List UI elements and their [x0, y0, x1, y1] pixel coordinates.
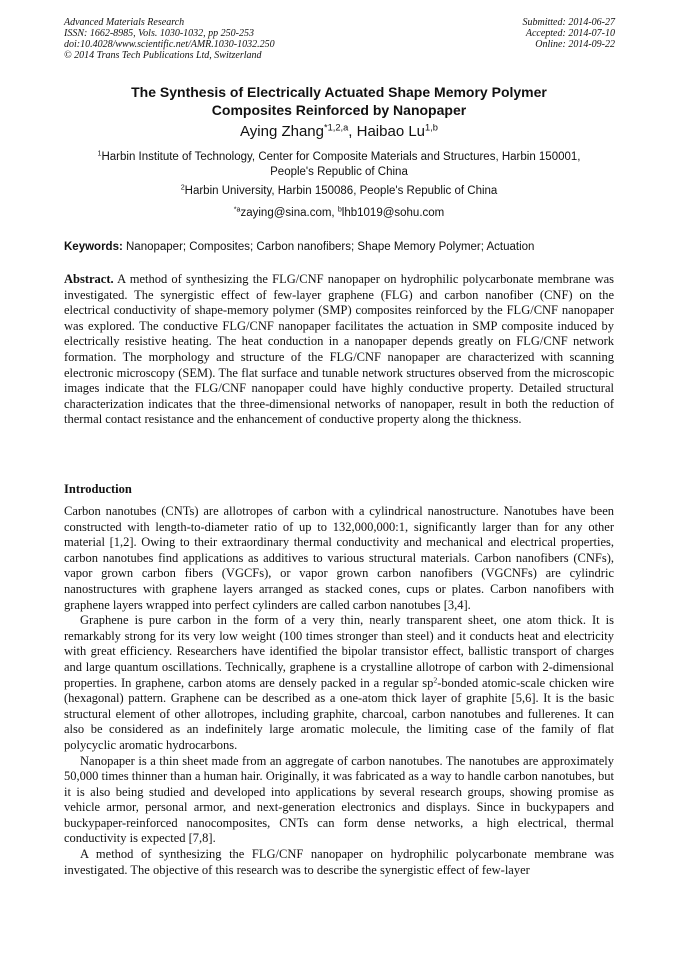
paragraph	[64, 613, 614, 753]
paragraph-text: -bonded atomic-scale chicken wire (hexagonal) pattern. Graphene can be described as a one-atom thick layer of graphite [5,6]. It is the basic structural element of other allotropes, including graphite, charcoal, carbon nanotubes and fullerenes. It can also be considered as an indefinitely large aromatic molecule, the limiting case of the family of flat polycyclic aromatic hydrocarbons.	[64, 675, 615, 752]
paper-title	[40, 83, 638, 119]
introduction-body	[64, 504, 614, 878]
section-heading-introduction: Introduction	[64, 482, 132, 496]
author-list	[40, 123, 638, 141]
abstract-label: Abstract.	[64, 272, 114, 286]
accepted-date: Accepted: 2014-07-10	[525, 28, 615, 39]
copyright-line: © 2014 Trans Tech Publications Ltd, Switzerland	[64, 50, 262, 61]
paragraph: Nanopaper is a thin sheet made from an aggregate of carbon nanotubes. The nanotubes are approximately 50,000 times thinner than a human hair. Originally, it was fabricated as a way to handle carbon nanotubes, but it is also being studied and developed into applications by several research groups, showing promise as vehicle armor, personal armor, and next-generation electronics and displays. Since in buckypapers and buckypaper-reinforced nanocomposites, CNTs can form dense networks, a high electrical, thermal conductivity is expected [7,8].	[64, 753, 614, 846]
affiliation-1	[40, 150, 638, 180]
email-superscript: b	[337, 205, 342, 214]
email-text: zaying@sina.com,	[240, 207, 338, 219]
email-text: lhb1019@sohu.com	[341, 207, 445, 219]
submitted-date: Submitted: 2014-06-27	[522, 17, 615, 28]
abstract	[64, 272, 614, 428]
title-line-1: The Synthesis of Electrically Actuated Shape Memory Polymer	[131, 84, 547, 100]
paragraph: Carbon nanotubes (CNTs) are allotropes of carbon with a cylindrical nanostructure. Nanotubes have been constructed with length-to-diameter ratio of up to 132,000,000:1, significantly larger than for any other material [1,2]. Owing to their extraordinary thermal conductivity and mechanical and electrical properties, carbon nanotubes find applications as additives to various structural materials. Carbon nanofibers (CNFs), vapor grown carbon fibers (VGCFs), or vapor grown carbon nanofibers (VGCNFs) are cylindric nanostructures with graphene layers arranged as stacked cones, cups or plates. Carbon nanofibers with graphene layers wrapped into perfect cylinders are called carbon nanotubes [3,4].	[64, 504, 614, 612]
affiliation-superscript: 1	[97, 149, 102, 158]
keywords-label: Keywords:	[64, 241, 123, 253]
journal-info	[64, 17, 275, 61]
doi-line: doi:10.4028/www.scientific.net/AMR.1030-1032.250	[64, 39, 275, 50]
email-superscript: *a	[233, 205, 241, 214]
author-superscript: *1,2,a	[323, 122, 349, 133]
affiliation-superscript: 2	[180, 183, 185, 192]
paragraph: A method of synthesizing the FLG/CNF nanopaper on hydrophilic polycarbonate membrane was investigated. The objective of this research was to describe the synergistic effect of few-layer	[64, 847, 614, 877]
keywords	[64, 240, 614, 255]
affiliation-text: Harbin Institute of Technology, Center for Composite Materials and Structures, Harbin 150001,	[101, 151, 581, 163]
publication-dates	[523, 17, 616, 50]
author-superscript: 1,b	[425, 122, 438, 133]
affiliation-text: Harbin University, Harbin 150086, People's Republic of China	[184, 185, 498, 197]
keywords-text: Nanopaper; Composites; Carbon nanofibers; Shape Memory Polymer; Actuation	[122, 241, 535, 253]
journal-name: Advanced Materials Research	[64, 17, 185, 28]
title-line-2: Composites Reinforced by Nanopaper	[211, 102, 467, 118]
abstract-text: A method of synthesizing the FLG/CNF nanopaper on hydrophilic polycarbonate membrane was investigated. The synergistic effect of few-layer graphene (FLG) and carbon nanofiber (CNF) on the electrical conductivity of shape-memory polymer (SMP) composites reinforced by the FLG/CNF nanopaper was explored. The conductive FLG/CNF nanopaper facilitates the actuation in SMP composite induced by electrically resistive heating. The heat conduction in a nanopaper depends greatly on FLG/CNF network formation. The morphology and structure of the FLG/CNF nanopaper are characterized with scanning electronic microscopy (SEM). The flat surface and tunable network structures observed from the microscopic images indicate that the FLG/CNF nanopaper could have highly conductive property. Detailed structural characterization indicates that the three-dimensional networks of nanopaper, result in both the reduction of thermal contact resistance and the enhancement of conductive property along the thickness.	[64, 272, 614, 427]
issn-line: ISSN: 1662-8985, Vols. 1030-1032, pp 250-253	[64, 28, 254, 39]
affiliation-2	[40, 184, 638, 199]
online-date: Online: 2014-09-22	[535, 39, 615, 50]
superscript: 2	[433, 674, 438, 684]
author-name: Haibao Lu	[356, 123, 426, 140]
author-emails	[40, 206, 638, 221]
paragraph-text: Graphene is pure carbon in the form of a very thin, nearly transparent sheet, one atom thick. It is remarkably strong for its very low weight (100 times stronger than steel) and it conducts heat and electricity with great efficiency. Researchers have identified the bipolar transistor effect, ballistic transport of charges and large quantum oscillations. Technically, graphene is a crystalline allotrope of carbon with 2-dimensional properties. In graphene, carbon atoms are densely packed in a regular sp	[64, 613, 614, 690]
author-name: Aying Zhang	[240, 123, 324, 140]
author-separator: ,	[348, 123, 357, 140]
affiliation-text: People's Republic of China	[270, 166, 408, 178]
